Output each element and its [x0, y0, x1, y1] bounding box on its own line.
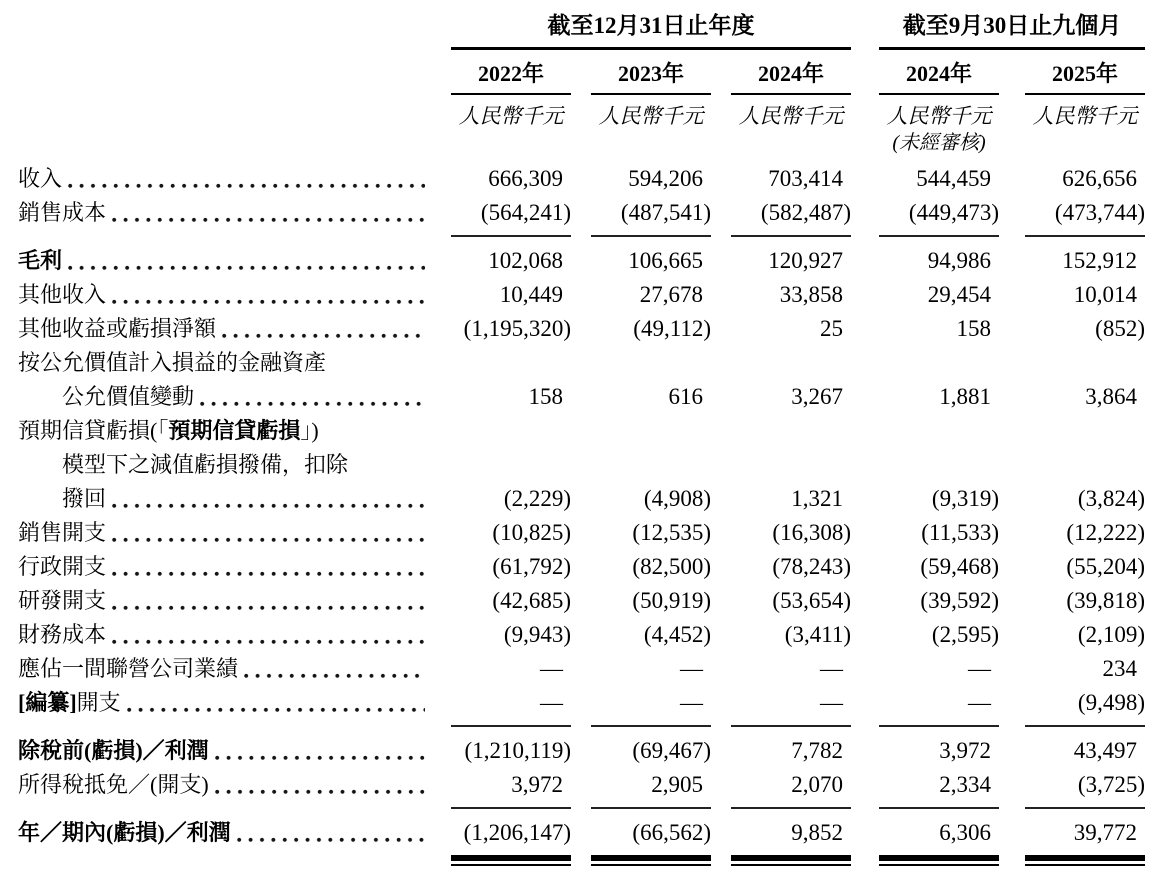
row-label: [18, 346, 1145, 380]
currency-unit-label: 人民幣千元: [886, 104, 992, 128]
value-cell: (10,825): [492, 520, 571, 545]
value-cell: —: [968, 690, 991, 715]
label-text: 銷售開支: [18, 520, 107, 545]
value-cell: (564,241): [480, 200, 571, 225]
value-cell: (11,533): [921, 520, 999, 545]
value-cell: (1,206,147): [463, 820, 571, 845]
note-row: [18, 128, 1145, 156]
value-cell: 703,414: [768, 166, 843, 191]
row-label: [18, 618, 427, 652]
value-cell: (852): [1095, 316, 1145, 341]
value-cell: —: [820, 656, 843, 681]
value-cell: 2,905: [651, 772, 703, 797]
value-cell: (16,308): [772, 520, 851, 545]
note-placeholder: [1025, 130, 1145, 156]
value-cell: (78,243): [772, 554, 851, 579]
rule-segment: [451, 235, 571, 237]
value-cell: (66,562): [632, 820, 711, 845]
row-label: [18, 196, 427, 230]
value-cell: 120,927: [768, 248, 843, 273]
value-cell: (39,592): [920, 588, 999, 613]
row-label: [18, 278, 427, 312]
table-row: [18, 734, 1145, 768]
dot-leader: [112, 571, 425, 577]
value-cell: (487,541): [620, 200, 711, 225]
value-cell: 9,852: [791, 820, 843, 845]
value-cell: (59,468): [920, 554, 999, 579]
column-group-row: [18, 12, 1145, 50]
label-text: 其他收益或虧損淨額: [18, 316, 217, 341]
dot-leader: [112, 217, 425, 223]
table-row: [18, 346, 1145, 380]
grand-total-rule: [18, 855, 1145, 866]
row-label: [18, 734, 427, 768]
value-cell: (39,818): [1066, 588, 1145, 613]
value-cell: 158: [528, 384, 563, 409]
dot-leader: [112, 299, 425, 305]
table-row: [18, 686, 1145, 720]
label-text: 年／期內(虧損)／利潤: [18, 820, 231, 845]
row-label: [18, 244, 427, 278]
dot-leader: [68, 265, 425, 271]
dot-leader: [237, 837, 425, 843]
rule-segment: [731, 807, 851, 809]
row-label: [18, 414, 1145, 448]
rule-segment: [451, 807, 571, 809]
value-cell: —: [968, 656, 991, 681]
rule-segment: [591, 807, 711, 809]
note-placeholder: [591, 130, 711, 156]
subtotal-rule: [18, 725, 1145, 727]
dot-leader: [112, 605, 425, 611]
table-row: [18, 448, 1145, 482]
value-cell: 6,306: [939, 820, 991, 845]
row-label: [18, 312, 427, 346]
value-cell: (449,473): [908, 200, 999, 225]
dot-leader: [112, 639, 425, 645]
year-header: 2025年: [1025, 61, 1145, 95]
value-cell: 10,449: [499, 282, 563, 307]
row-label: [18, 482, 427, 516]
dot-leader: [215, 789, 425, 795]
rule-segment: [591, 725, 711, 727]
value-cell: 234: [1102, 656, 1137, 681]
rule-segment: [731, 725, 851, 727]
column-group-year-ended-dec31: 截至12月31日止年度: [451, 12, 851, 50]
value-cell: 2,070: [791, 772, 843, 797]
dot-leader: [244, 673, 425, 679]
unit-row: [18, 95, 1145, 128]
value-cell: (61,792): [492, 554, 571, 579]
value-cell: 3,972: [939, 738, 991, 763]
table-row: [18, 618, 1145, 652]
value-cell: (12,535): [632, 520, 711, 545]
rule-segment: [591, 855, 711, 866]
value-cell: 29,454: [927, 282, 991, 307]
note-placeholder: [731, 130, 851, 156]
value-cell: 10,014: [1073, 282, 1137, 307]
rule-segment: [1025, 235, 1145, 237]
value-cell: (69,467): [632, 738, 711, 763]
currency-unit-label: 人民幣千元: [598, 104, 704, 128]
value-cell: (9,319): [931, 486, 999, 511]
value-cell: (49,112): [633, 316, 711, 341]
note-placeholder: [451, 130, 571, 156]
dot-leader: [127, 707, 425, 713]
value-cell: (2,109): [1077, 622, 1145, 647]
row-label: [18, 516, 427, 550]
label-text: 所得稅抵免／(開支): [18, 772, 209, 797]
dot-leader: [112, 503, 425, 509]
dot-leader: [68, 183, 425, 189]
value-cell: 594,206: [628, 166, 703, 191]
table-row: [18, 768, 1145, 802]
table-row: [18, 550, 1145, 584]
row-label: [18, 380, 427, 414]
value-cell: —: [540, 656, 563, 681]
dot-leader: [200, 401, 425, 407]
table-row: [18, 162, 1145, 196]
label-text: 模型下之減值虧損撥備，扣除: [62, 452, 349, 477]
value-cell: 2,334: [939, 772, 991, 797]
value-cell: (82,500): [632, 554, 711, 579]
rule-segment: [1025, 855, 1145, 866]
rule-segment: [451, 725, 571, 727]
value-cell: 102,068: [488, 248, 563, 273]
row-label: [18, 816, 427, 850]
label-text: 開支: [76, 690, 121, 715]
row-label: [18, 686, 427, 720]
table-row: [18, 380, 1145, 414]
value-cell: (2,595): [931, 622, 999, 647]
value-cell: 616: [668, 384, 703, 409]
value-cell: 94,986: [927, 248, 991, 273]
label-text: 其他收入: [18, 282, 107, 307]
rule-segment: [451, 855, 571, 866]
label-text: 預期信貸虧損: [168, 418, 301, 443]
value-cell: 1,881: [939, 384, 991, 409]
label-text: 財務成本: [18, 622, 107, 647]
value-cell: 3,267: [791, 384, 843, 409]
year-header: 2024年: [731, 61, 851, 95]
value-cell: (12,222): [1066, 520, 1145, 545]
year-header-row: [18, 50, 1145, 95]
rule-segment: [879, 725, 999, 727]
value-cell: 1,321: [791, 486, 843, 511]
rule-segment: [1025, 725, 1145, 727]
value-cell: (473,744): [1054, 200, 1145, 225]
label-text: 銷售成本: [18, 200, 107, 225]
table-body: [18, 162, 1145, 866]
label-text: 除稅前(虧損)／利潤: [18, 738, 209, 763]
value-cell: (4,452): [643, 622, 711, 647]
value-cell: (53,654): [772, 588, 851, 613]
label-text: 應佔一間聯營公司業績: [18, 656, 239, 681]
label-text: 按公允價值計入損益的金融資產: [18, 350, 327, 375]
row-label: [18, 550, 427, 584]
rule-segment: [1025, 807, 1145, 809]
subtotal-rule: [18, 807, 1145, 809]
value-cell: 33,858: [779, 282, 843, 307]
value-cell: 27,678: [639, 282, 703, 307]
value-cell: (1,210,119): [464, 738, 571, 763]
year-header: 2022年: [451, 61, 571, 95]
table-row: [18, 816, 1145, 850]
subtotal-rule: [18, 235, 1145, 237]
dot-leader: [112, 537, 425, 543]
table-row: [18, 652, 1145, 686]
value-cell: (4,908): [643, 486, 711, 511]
label-text: 公允價值變動: [62, 384, 195, 409]
label-text: [編纂]: [18, 690, 77, 715]
value-cell: 3,864: [1085, 384, 1137, 409]
year-header: 2024年: [879, 61, 999, 95]
value-cell: (2,229): [503, 486, 571, 511]
label-text: 行政開支: [18, 554, 107, 579]
currency-unit-label: 人民幣千元: [1032, 104, 1138, 128]
row-label: [18, 652, 427, 686]
value-cell: 7,782: [791, 738, 843, 763]
value-cell: 106,665: [628, 248, 703, 273]
table-row: [18, 244, 1145, 278]
rule-segment: [879, 855, 999, 866]
value-cell: (3,824): [1077, 486, 1145, 511]
label-text: 」): [300, 418, 319, 443]
value-cell: (3,411): [784, 622, 851, 647]
value-cell: —: [680, 690, 703, 715]
value-cell: 626,656: [1062, 166, 1137, 191]
value-cell: (55,204): [1066, 554, 1145, 579]
dot-leader: [222, 333, 425, 339]
value-cell: 3,972: [511, 772, 563, 797]
currency-unit-label: 人民幣千元: [738, 104, 844, 128]
table-row: [18, 482, 1145, 516]
label-text: 研發開支: [18, 588, 107, 613]
rule-segment: [731, 235, 851, 237]
currency-unit-label: 人民幣千元: [458, 104, 564, 128]
value-cell: (9,943): [503, 622, 571, 647]
row-label: [18, 768, 427, 802]
value-cell: (9,498): [1077, 690, 1145, 715]
table-row: [18, 516, 1145, 550]
table-row: [18, 278, 1145, 312]
label-text: 毛利: [18, 248, 63, 273]
table-row: [18, 414, 1145, 448]
rule-segment: [879, 235, 999, 237]
value-cell: (1,195,320): [463, 316, 571, 341]
value-cell: —: [680, 656, 703, 681]
value-cell: 152,912: [1062, 248, 1137, 273]
table-row: [18, 312, 1145, 346]
label-text: 撥回: [62, 486, 107, 511]
value-cell: —: [820, 690, 843, 715]
rule-segment: [731, 855, 851, 866]
row-label: [18, 162, 427, 196]
column-group-nine-months-sep30: 截至9月30日止九個月: [879, 12, 1145, 50]
value-cell: (3,725): [1077, 772, 1145, 797]
value-cell: 544,459: [916, 166, 991, 191]
dot-leader: [215, 755, 425, 761]
label-text: 收入: [18, 166, 63, 191]
value-cell: (42,685): [492, 588, 571, 613]
value-cell: (50,919): [632, 588, 711, 613]
value-cell: —: [540, 690, 563, 715]
value-cell: 25: [820, 316, 843, 341]
row-label: [18, 448, 1145, 482]
table-row: [18, 196, 1145, 230]
value-cell: (582,487): [760, 200, 851, 225]
value-cell: 39,772: [1073, 820, 1137, 845]
rule-segment: [591, 235, 711, 237]
value-cell: 43,497: [1073, 738, 1137, 763]
table-row: [18, 584, 1145, 618]
label-text: 預期信貸虧損(「: [18, 418, 169, 443]
year-header: 2023年: [591, 61, 711, 95]
row-label: [18, 584, 427, 618]
value-cell: 666,309: [488, 166, 563, 191]
rule-segment: [879, 807, 999, 809]
value-cell: 158: [956, 316, 991, 341]
unaudited-note: (未經審核): [892, 132, 986, 154]
